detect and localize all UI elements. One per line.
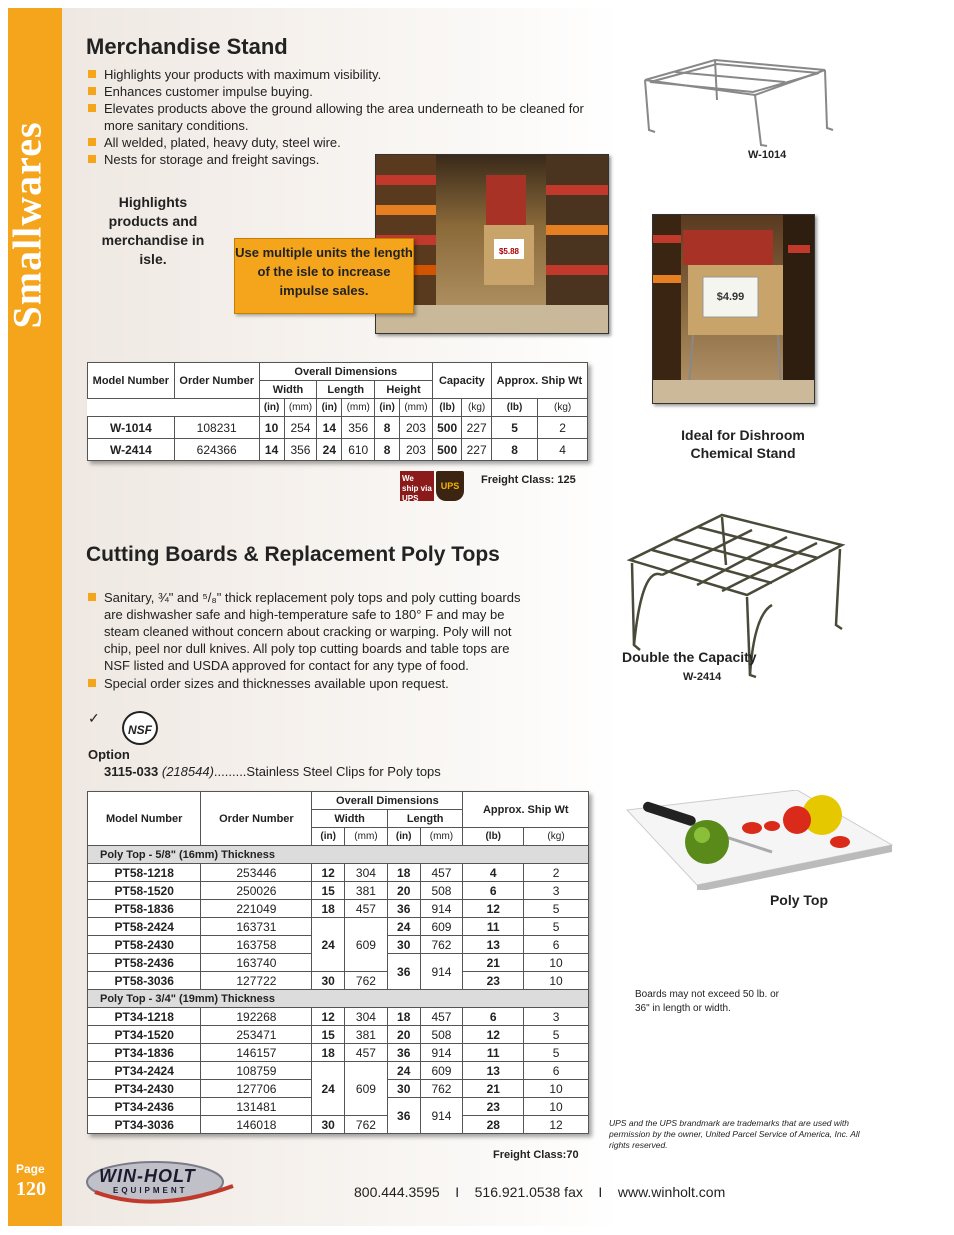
unit-lb: (lb) [432, 399, 461, 417]
cell-length-mm: 914 [420, 1098, 463, 1134]
cell-ship-lb: 13 [463, 936, 524, 954]
cell-model: PT34-2430 [88, 1080, 201, 1098]
cell-width-in: 10 [259, 417, 284, 439]
col-overall: Overall Dimensions [259, 363, 432, 381]
nsf-icon: NSF [122, 711, 158, 745]
table-row [88, 1116, 589, 1134]
cell-ship-kg: 10 [524, 972, 589, 990]
unit-in: (in) [317, 399, 342, 417]
cell-model: PT58-1836 [88, 900, 201, 918]
cell-length-mm: 610 [342, 439, 375, 461]
col-model: Model Number [88, 792, 201, 846]
cell-length-in: 30 [387, 936, 420, 954]
unit-kg: (kg) [524, 828, 589, 846]
merch-freight: Freight Class: 125 [481, 474, 576, 486]
cell-width-mm: 381 [344, 882, 387, 900]
cell-model: PT34-3036 [88, 1116, 201, 1134]
logo-sub-text: EQUIPMENT [113, 1186, 188, 1195]
cell-order: 250026 [201, 882, 312, 900]
col-length: Length [317, 381, 375, 399]
cell-order: 163740 [201, 954, 312, 972]
list-item: Highlights your products with maximum visibility. [88, 66, 608, 83]
check-icon: ✓ [88, 710, 100, 726]
cell-model: PT58-1520 [88, 882, 201, 900]
cell-length-in: 36 [387, 900, 420, 918]
cell-length-in: 18 [387, 1008, 420, 1026]
cell-length-in: 36 [387, 1044, 420, 1062]
impulse-callout: Use multiple units the length of the isle to increase impulse sales. [234, 238, 414, 314]
section-row: Poly Top - 5/8" (16mm) Thickness [88, 846, 589, 864]
ups-badge: We ship via UPS [400, 471, 434, 501]
sign-price: $4.99 [716, 291, 745, 303]
col-height: Height [375, 381, 433, 399]
cell-length-mm: 356 [342, 417, 375, 439]
poly-top-caption: Poly Top [769, 892, 829, 908]
cell-ship-kg: 3 [524, 882, 589, 900]
cell-ship-lb: 8 [491, 439, 537, 461]
table-row [88, 1044, 589, 1062]
cell-length-mm: 508 [420, 1026, 463, 1044]
unit-lb: (lb) [463, 828, 524, 846]
col-capacity: Capacity [432, 363, 491, 399]
cell-capacity-kg: 227 [462, 439, 491, 461]
list-item: Nests for storage and freight savings. [88, 151, 608, 168]
cell-model: PT34-2424 [88, 1062, 201, 1080]
cell-width-in: 18 [312, 1044, 345, 1062]
cell-length-mm: 762 [420, 1080, 463, 1098]
col-model: Model Number [88, 363, 175, 399]
option-label: Option [88, 747, 130, 762]
page-number: 120 [16, 1178, 46, 1200]
cell-length-mm: 914 [420, 1044, 463, 1062]
unit-kg: (kg) [462, 399, 491, 417]
page-label: Page [16, 1162, 45, 1176]
cell-width-mm: 457 [344, 1044, 387, 1062]
table-row [88, 918, 589, 936]
footer-contact: 800.444.3595 I 516.921.0538 fax I www.winholt.com [354, 1184, 726, 1200]
cell-ship-lb: 13 [463, 1062, 524, 1080]
unit-in: (in) [259, 399, 284, 417]
cell-width-mm: 762 [344, 1116, 387, 1134]
col-order: Order Number [201, 792, 312, 846]
cell-width-in: 30 [312, 1116, 345, 1134]
unit-mm: (mm) [400, 399, 433, 417]
cell-length-mm: 762 [420, 936, 463, 954]
col-length: Length [387, 810, 463, 828]
col-width: Width [259, 381, 317, 399]
cell-ship-kg: 12 [524, 1116, 589, 1134]
unit-mm: (mm) [344, 828, 387, 846]
cell-order: 146018 [201, 1116, 312, 1134]
cell-model: PT58-3036 [88, 972, 201, 990]
table-row [88, 417, 588, 439]
table-row [88, 439, 588, 461]
cell-order: 127706 [201, 1080, 312, 1098]
cell-length-in: 20 [387, 1026, 420, 1044]
col-ship: Approx. Ship Wt [463, 792, 589, 828]
cell-height-mm: 203 [400, 417, 433, 439]
board-note: Boards may not exceed 50 lb. or 36" in length or width. [635, 989, 779, 1014]
cell-model: PT34-1520 [88, 1026, 201, 1044]
cell-width-mm: 609 [344, 918, 387, 972]
cell-ship-lb: 28 [463, 1116, 524, 1134]
unit-mm: (mm) [342, 399, 375, 417]
list-item: All welded, plated, heavy duty, steel wire. [88, 134, 608, 151]
section-row: Poly Top - 3/4" (19mm) Thickness [88, 990, 589, 1008]
cell-ship-lb: 23 [463, 972, 524, 990]
cell-ship-lb: 23 [463, 1098, 524, 1116]
cell-ship-kg: 6 [524, 1062, 589, 1080]
cell-ship-lb: 21 [463, 954, 524, 972]
unit-in: (in) [312, 828, 345, 846]
merch-spec-table [87, 362, 588, 461]
cell-order: 108231 [174, 417, 259, 439]
cell-ship-kg: 3 [524, 1008, 589, 1026]
dishroom-image [653, 215, 814, 403]
option-line [104, 764, 441, 779]
cell-ship-kg: 2 [524, 864, 589, 882]
cell-width-mm: 609 [344, 1062, 387, 1116]
cell-length-mm: 457 [420, 1008, 463, 1026]
cell-width-mm: 304 [344, 1008, 387, 1026]
option-code: 3115-033 [104, 764, 159, 779]
table-row [88, 1008, 589, 1026]
cell-width-mm: 304 [344, 864, 387, 882]
cell-ship-lb: 6 [463, 882, 524, 900]
cell-order: 253471 [201, 1026, 312, 1044]
w1014-label: W-1014 [748, 149, 787, 161]
option-order: (218544) [161, 764, 214, 779]
ups-trademark-note: UPS and the UPS brandmark are trademarks that are used with permission by the owner, United Parcel Service of America, Inc. All rights reserved. [609, 1118, 860, 1150]
cell-ship-kg: 4 [538, 439, 588, 461]
cell-capacity-kg: 227 [462, 417, 491, 439]
cell-length-in: 14 [317, 417, 342, 439]
option-desc: .........Stainless Steel Clips for Poly tops [213, 764, 441, 779]
cell-length-mm: 609 [420, 918, 463, 936]
col-width: Width [312, 810, 388, 828]
logo-main-text: WIN-HOLT [99, 1166, 196, 1186]
cell-length-mm: 457 [420, 864, 463, 882]
cell-width-in: 12 [312, 1008, 345, 1026]
cell-model: PT58-2436 [88, 954, 201, 972]
cell-length-in: 24 [387, 1062, 420, 1080]
cell-ship-kg: 2 [538, 417, 588, 439]
cell-width-in: 14 [259, 439, 284, 461]
cell-length-in: 24 [387, 918, 420, 936]
cell-width-in: 15 [312, 882, 345, 900]
cell-ship-lb: 11 [463, 1044, 524, 1062]
cell-ship-kg: 5 [524, 1026, 589, 1044]
cell-order: 624366 [174, 439, 259, 461]
ups-shield-icon: UPS [436, 471, 464, 501]
cell-order: 221049 [201, 900, 312, 918]
col-ship: Approx. Ship Wt [491, 363, 587, 399]
cell-length-in: 24 [317, 439, 342, 461]
cell-ship-kg: 5 [524, 1044, 589, 1062]
cell-width-mm: 254 [284, 417, 317, 439]
double-caption: Double the Capacity [622, 649, 757, 665]
merch-title: Merchandise Stand [86, 34, 288, 59]
cell-length-in: 18 [387, 864, 420, 882]
cell-width-mm: 381 [344, 1026, 387, 1044]
cell-ship-kg: 5 [524, 918, 589, 936]
cell-order: 108759 [201, 1062, 312, 1080]
cell-length-in: 36 [387, 1098, 420, 1134]
cell-model: PT34-1836 [88, 1044, 201, 1062]
unit-in: (in) [375, 399, 400, 417]
cell-length-mm: 914 [420, 900, 463, 918]
cutting-bullets [88, 589, 538, 692]
cell-width-in: 18 [312, 900, 345, 918]
cell-ship-lb: 12 [463, 1026, 524, 1044]
table-row [88, 882, 589, 900]
table-row [88, 900, 589, 918]
cell-ship-kg: 6 [524, 936, 589, 954]
cell-model: W-2414 [88, 439, 175, 461]
cell-order: 163731 [201, 918, 312, 936]
cell-model: PT58-2430 [88, 936, 201, 954]
cell-ship-kg: 10 [524, 1080, 589, 1098]
cell-width-in: 30 [312, 972, 345, 990]
cell-height-in: 8 [375, 439, 400, 461]
cell-width-in: 24 [312, 1062, 345, 1116]
cell-ship-lb: 21 [463, 1080, 524, 1098]
cell-ship-lb: 11 [463, 918, 524, 936]
cell-width-mm: 457 [344, 900, 387, 918]
cell-ship-kg: 10 [524, 1098, 589, 1116]
cell-width-mm: 762 [344, 972, 387, 990]
dishroom-caption: Ideal for Dishroom Chemical Stand [681, 427, 805, 461]
col-order: Order Number [174, 363, 259, 399]
table-row [88, 864, 589, 882]
cell-model: PT58-1218 [88, 864, 201, 882]
cell-length-in: 30 [387, 1080, 420, 1098]
cell-ship-lb: 5 [491, 417, 537, 439]
list-item: Enhances customer impulse buying. [88, 83, 608, 100]
cell-width-in: 15 [312, 1026, 345, 1044]
poly-freight: Freight Class:70 [493, 1149, 579, 1161]
list-item: Sanitary, ¾" and ⁵/₈" thick replacement poly tops and poly cutting boards are dishwasher safe and high-temperature safe to 180° F and may be steam cleaned without concern about cracking or warping. Poly will not chip, peel nor dull knives. All poly top cutting boards and table tops are NSF listed and USDA approved for contact for any type of food. [88, 589, 538, 674]
cell-order: 192268 [201, 1008, 312, 1026]
cell-model: W-1014 [88, 417, 175, 439]
cell-model: PT34-2436 [88, 1098, 201, 1116]
w2414-label: W-2414 [683, 671, 722, 683]
cell-order: 146157 [201, 1044, 312, 1062]
cell-ship-kg: 5 [524, 900, 589, 918]
poly-top-image [622, 790, 902, 890]
cell-order: 163758 [201, 936, 312, 954]
cell-height-mm: 203 [400, 439, 433, 461]
cell-model: PT58-2424 [88, 918, 201, 936]
col-overall: Overall Dimensions [312, 792, 463, 810]
w1014-stand-image [625, 50, 835, 150]
cell-order: 127722 [201, 972, 312, 990]
list-item: Special order sizes and thicknesses available upon request. [88, 675, 538, 692]
highlight-text: Highlights products and merchandise in isle. [101, 194, 205, 267]
unit-kg: (kg) [538, 399, 588, 417]
cell-length-in: 36 [387, 954, 420, 990]
cell-height-in: 8 [375, 417, 400, 439]
merch-bullets [88, 66, 608, 168]
cell-ship-lb: 6 [463, 1008, 524, 1026]
aisle-price: $5.88 [498, 247, 520, 256]
cell-width-in: 24 [312, 918, 345, 972]
winholt-logo [85, 1156, 225, 1204]
cell-ship-lb: 4 [463, 864, 524, 882]
dishroom-photo [652, 214, 815, 404]
cell-length-mm: 609 [420, 1062, 463, 1080]
cell-length-mm: 508 [420, 882, 463, 900]
unit-mm: (mm) [284, 399, 317, 417]
cutting-title: Cutting Boards & Replacement Poly Tops [86, 543, 500, 566]
poly-spec-table [87, 791, 589, 1134]
cell-order: 131481 [201, 1098, 312, 1116]
table-row [88, 1026, 589, 1044]
cell-width-in: 12 [312, 864, 345, 882]
cell-model: PT34-1218 [88, 1008, 201, 1026]
unit-mm: (mm) [420, 828, 463, 846]
list-item: Elevates products above the ground allowing the area underneath to be cleaned for more sanitary conditions. [88, 100, 608, 134]
cell-order: 253446 [201, 864, 312, 882]
cell-ship-kg: 10 [524, 954, 589, 972]
table-row [88, 972, 589, 990]
cell-length-mm: 914 [420, 954, 463, 990]
cell-capacity-lb: 500 [432, 417, 461, 439]
table-row [88, 1062, 589, 1080]
cell-capacity-lb: 500 [432, 439, 461, 461]
cell-length-in: 20 [387, 882, 420, 900]
cell-ship-lb: 12 [463, 900, 524, 918]
unit-lb: (lb) [491, 399, 537, 417]
section-title: Smallwares [4, 121, 50, 329]
cell-width-mm: 356 [284, 439, 317, 461]
unit-in: (in) [387, 828, 420, 846]
